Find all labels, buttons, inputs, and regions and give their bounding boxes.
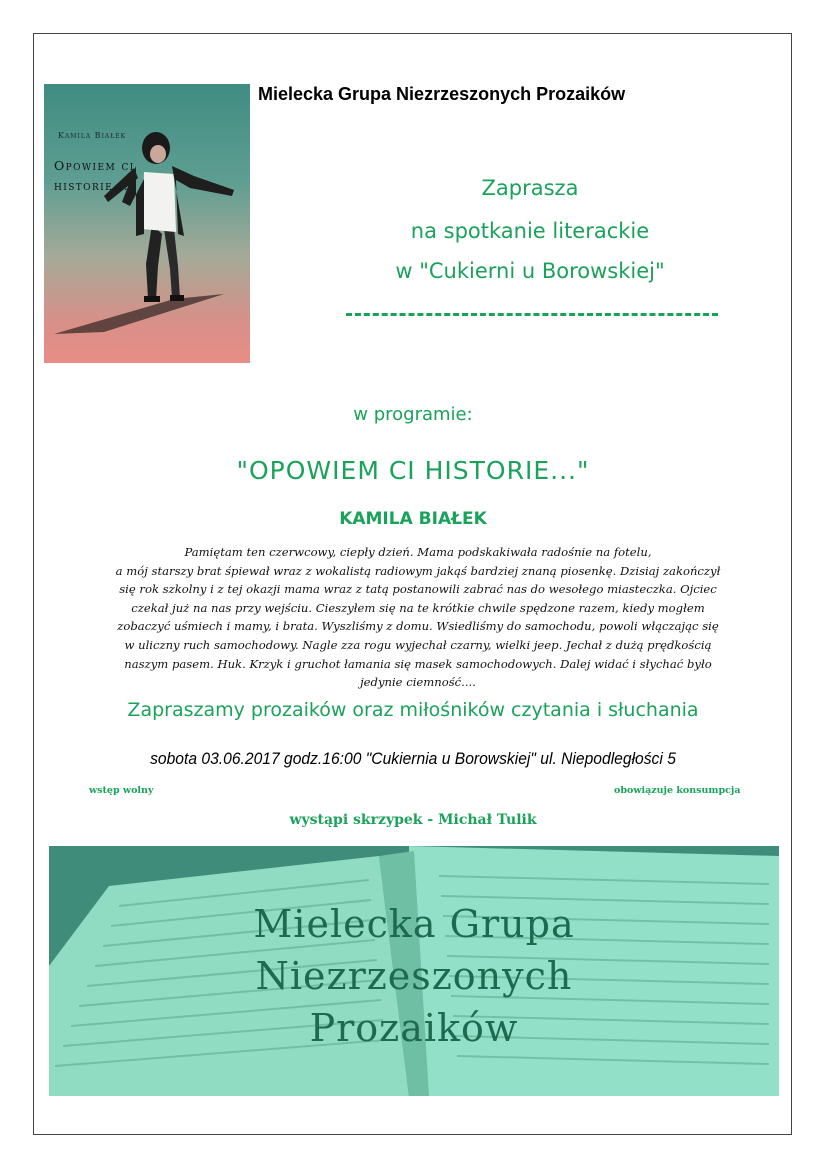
consumption-note: obowiązuje konsumpcja xyxy=(614,785,741,796)
book-excerpt xyxy=(88,543,748,692)
banner-text xyxy=(49,898,779,1054)
cover-author: Kamila Białek xyxy=(58,131,127,140)
invite-line: na spotkanie literackie xyxy=(410,219,650,243)
walking-figure-illustration xyxy=(44,84,250,363)
cover-title-line: Opowiem ci xyxy=(54,158,135,173)
open-book-banner xyxy=(49,846,779,1096)
excerpt-line: Pamiętam ten czerwcowy, ciepły dzień. Mama podskakiwała radośnie na fotelu, xyxy=(184,545,652,559)
invite-line: w "Cukierni u Borowskiej" xyxy=(395,259,665,283)
entry-note: wstęp wolny xyxy=(89,785,154,796)
invite-line: Zaprasza xyxy=(481,176,579,200)
banner-line: Niezrzeszonych xyxy=(255,954,573,998)
program-label: w programie: xyxy=(353,404,473,425)
excerpt-line: zobaczyć uśmiech i mamy, i brata. Wyszliśmy z domu. Wsiedliśmy do samochodu, powoli włączając się xyxy=(117,619,719,634)
organizer-name: Mielecka Grupa Niezrzeszonych Prozaików xyxy=(258,84,626,104)
book-author: KAMILA BIAŁEK xyxy=(339,509,487,529)
book-title: "OPOWIEM CI HISTORIE..." xyxy=(236,456,590,485)
welcome-text: Zapraszamy prozaików oraz miłośników czytania i słuchania xyxy=(127,699,699,721)
excerpt-line: jedynie ciemność.... xyxy=(360,675,476,690)
banner-line: Prozaików xyxy=(309,1006,519,1050)
cover-title-line: historie... xyxy=(54,178,130,193)
cover-title xyxy=(54,156,174,196)
excerpt-line: w uliczny ruch samochodowy. Nagle zza rogu wyjechał czarny, wielki jeep. Jechał z dużą prędkością xyxy=(124,637,712,652)
book-cover-image xyxy=(44,84,250,363)
banner-line: Mielecka Grupa xyxy=(253,902,575,946)
excerpt-line: się rok szkolny i z tej okazji mama wraz z tatą postanowili zabrać nas do wesołego miasteczka. Ojciec xyxy=(119,582,717,597)
excerpt-line: czekał już na nas przy wejściu. Cieszyłem się na te krótkie chwile spędzone razem, kiedy mogłem xyxy=(131,600,705,615)
excerpt-line: naszym pasem. Huk. Krzyk i gruchot łamania się masek samochodowych. Dalej widać i słychać było xyxy=(124,656,712,671)
dashed-divider xyxy=(346,313,718,316)
excerpt-line: a mój starszy brat śpiewał wraz z wokalistą radiowym jakąś bardziej znaną piosenkę. Dzisiaj zakończył xyxy=(115,563,721,578)
event-details: sobota 03.06.2017 godz.16:00 "Cukiernia u Borowskiej" ul. Niepodległości 5 xyxy=(150,749,676,768)
performer-note: wystąpi skrzypek - Michał Tulik xyxy=(289,812,537,828)
